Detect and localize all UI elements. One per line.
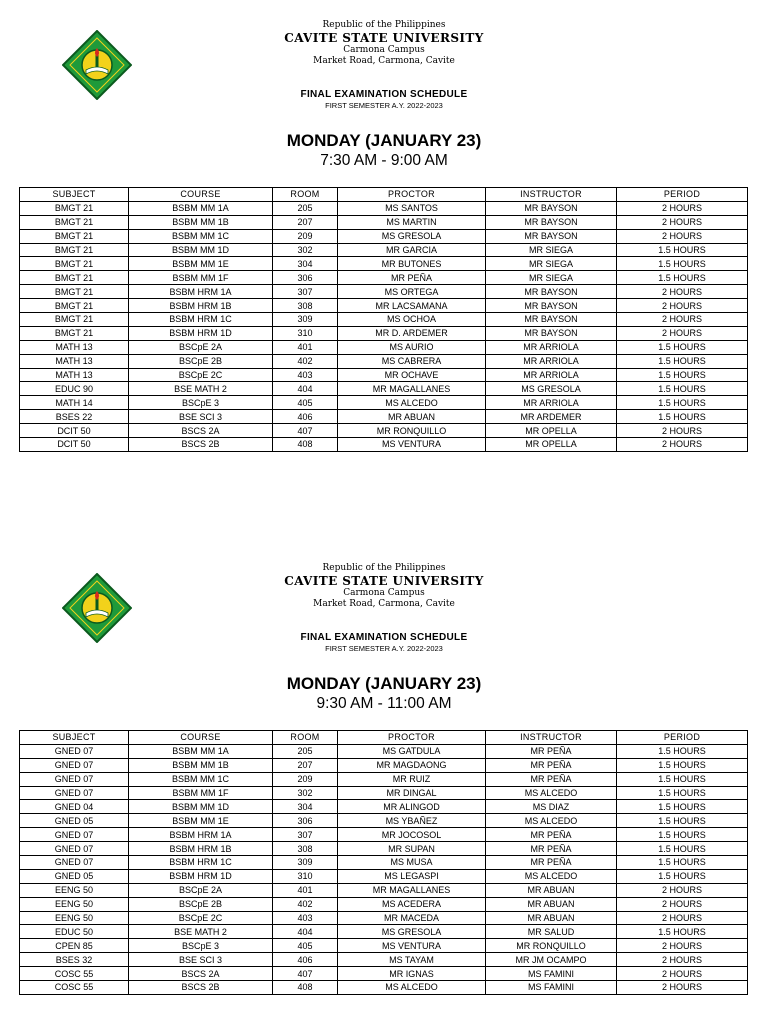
instructor-cell: MR ARDEMER	[486, 410, 617, 424]
republic-text: Republic of the Philippines	[322, 20, 446, 30]
proctor-cell: MS SANTOS	[338, 201, 486, 215]
proctor-cell: MS MUSA	[338, 856, 486, 870]
proctor-cell: MS CABRERA	[338, 354, 486, 368]
proctor-cell: MS AURIO	[338, 340, 486, 354]
instructor-cell: MR RONQUILLO	[486, 939, 617, 953]
instructor-cell: MR BAYSON	[486, 229, 617, 243]
column-header-subject: SUBJECT	[20, 188, 129, 202]
table-header-row	[20, 731, 748, 745]
period-cell: 2 HOURS	[617, 285, 748, 299]
proctor-cell: MR LACSAMANA	[338, 299, 486, 313]
room-cell: 401	[273, 883, 338, 897]
room-cell: 407	[273, 967, 338, 981]
subject-cell: EENG 50	[20, 897, 129, 911]
instructor-cell: MR BAYSON	[486, 201, 617, 215]
table-row	[20, 229, 748, 243]
table-row	[20, 201, 748, 215]
period-cell: 2 HOURS	[617, 911, 748, 925]
room-cell: 306	[273, 271, 338, 285]
course-cell: BSCpE 2C	[129, 368, 273, 382]
subject-cell: DCIT 50	[20, 424, 129, 438]
room-cell: 304	[273, 257, 338, 271]
course-cell: BSE SCI 3	[129, 953, 273, 967]
proctor-cell: MR MAGALLANES	[338, 382, 486, 396]
proctor-cell: MR ABUAN	[338, 410, 486, 424]
table-row	[20, 828, 748, 842]
proctor-cell: MS OCHOA	[338, 313, 486, 327]
schedule-heading	[0, 633, 768, 653]
subject-cell: BMGT 21	[20, 326, 129, 340]
subject-cell: MATH 13	[20, 354, 129, 368]
subject-cell: BMGT 21	[20, 257, 129, 271]
table-row	[20, 967, 748, 981]
schedule-title: FINAL EXAMINATION SCHEDULE	[300, 89, 468, 100]
instructor-cell: MR ARRIOLA	[486, 354, 617, 368]
proctor-cell: MS MARTIN	[338, 215, 486, 229]
campus-address: Market Road, Carmona, Cavite	[313, 599, 455, 609]
period-cell: 1.5 HOURS	[617, 243, 748, 257]
table-row	[20, 340, 748, 354]
subject-cell: BMGT 21	[20, 201, 129, 215]
column-header-subject: SUBJECT	[20, 731, 129, 745]
proctor-cell: MR GARCIA	[338, 243, 486, 257]
room-cell: 405	[273, 939, 338, 953]
room-cell: 308	[273, 299, 338, 313]
period-cell: 2 HOURS	[617, 424, 748, 438]
course-cell: BSBM HRM 1D	[129, 869, 273, 883]
letterhead	[0, 21, 768, 66]
room-cell: 307	[273, 828, 338, 842]
course-cell: BSBM MM 1D	[129, 800, 273, 814]
column-header-period: PERIOD	[617, 731, 748, 745]
instructor-cell: MR PEÑA	[486, 772, 617, 786]
proctor-cell: MR MACEDA	[338, 911, 486, 925]
table-row	[20, 842, 748, 856]
subject-cell: BMGT 21	[20, 215, 129, 229]
room-cell: 309	[273, 313, 338, 327]
table-row	[20, 299, 748, 313]
instructor-cell: MS ALCEDO	[486, 814, 617, 828]
table-row	[20, 368, 748, 382]
table-row	[20, 257, 748, 271]
room-cell: 405	[273, 396, 338, 410]
room-cell: 402	[273, 354, 338, 368]
table-row	[20, 883, 748, 897]
course-cell: BSBM MM 1D	[129, 243, 273, 257]
table-row	[20, 285, 748, 299]
subject-cell: GNED 07	[20, 758, 129, 772]
instructor-cell: MR SIEGA	[486, 271, 617, 285]
subject-cell: DCIT 50	[20, 438, 129, 452]
instructor-cell: MR PEÑA	[486, 758, 617, 772]
subject-cell: GNED 07	[20, 772, 129, 786]
period-cell: 1.5 HOURS	[617, 786, 748, 800]
instructor-cell: MS DIAZ	[486, 800, 617, 814]
period-cell: 1.5 HOURS	[617, 856, 748, 870]
table-header-row	[20, 188, 748, 202]
subject-cell: EENG 50	[20, 911, 129, 925]
instructor-cell: MS ALCEDO	[486, 786, 617, 800]
instructor-cell: MR SIEGA	[486, 243, 617, 257]
proctor-cell: MR BUTONES	[338, 257, 486, 271]
period-cell: 1.5 HOURS	[617, 340, 748, 354]
table-row	[20, 786, 748, 800]
course-cell: BSCpE 2B	[129, 897, 273, 911]
schedule-title: FINAL EXAMINATION SCHEDULE	[300, 632, 468, 643]
instructor-cell: MR PEÑA	[486, 856, 617, 870]
column-header-instructor: INSTRUCTOR	[486, 731, 617, 745]
table-row	[20, 925, 748, 939]
subject-cell: GNED 04	[20, 800, 129, 814]
table-row	[20, 326, 748, 340]
proctor-cell: MR PEÑA	[338, 271, 486, 285]
instructor-cell: MS GRESOLA	[486, 382, 617, 396]
table-row	[20, 271, 748, 285]
room-cell: 207	[273, 758, 338, 772]
period-cell: 2 HOURS	[617, 967, 748, 981]
instructor-cell: MS FAMINI	[486, 967, 617, 981]
proctor-cell: MR DINGAL	[338, 786, 486, 800]
subject-cell: GNED 07	[20, 786, 129, 800]
subject-cell: GNED 07	[20, 856, 129, 870]
period-cell: 2 HOURS	[617, 299, 748, 313]
room-cell: 209	[273, 772, 338, 786]
period-cell: 1.5 HOURS	[617, 925, 748, 939]
subject-cell: MATH 13	[20, 340, 129, 354]
room-cell: 403	[273, 368, 338, 382]
proctor-cell: MS GRESOLA	[338, 925, 486, 939]
proctor-cell: MS VENTURA	[338, 939, 486, 953]
proctor-cell: MS ACEDERA	[338, 897, 486, 911]
column-header-course: COURSE	[129, 731, 273, 745]
university-name: CAVITE STATE UNIVERSITY	[284, 31, 484, 45]
room-cell: 309	[273, 856, 338, 870]
period-cell: 1.5 HOURS	[617, 842, 748, 856]
course-cell: BSCS 2A	[129, 424, 273, 438]
subject-cell: BSES 22	[20, 410, 129, 424]
proctor-cell: MS VENTURA	[338, 438, 486, 452]
proctor-cell: MS TAYAM	[338, 953, 486, 967]
table-row	[20, 869, 748, 883]
subject-cell: GNED 07	[20, 842, 129, 856]
instructor-cell: MR ABUAN	[486, 883, 617, 897]
instructor-cell: MS ALCEDO	[486, 869, 617, 883]
exam-day: MONDAY (JANUARY 23)	[286, 674, 482, 693]
letterhead	[0, 564, 768, 609]
subject-cell: EDUC 50	[20, 925, 129, 939]
subject-cell: BMGT 21	[20, 285, 129, 299]
proctor-cell: MS GRESOLA	[338, 229, 486, 243]
course-cell: BSBM HRM 1C	[129, 313, 273, 327]
subject-cell: GNED 05	[20, 869, 129, 883]
instructor-cell: MR ARRIOLA	[486, 368, 617, 382]
proctor-cell: MS YBAÑEZ	[338, 814, 486, 828]
table-row	[20, 313, 748, 327]
proctor-cell: MS LEGASPI	[338, 869, 486, 883]
semester-text: FIRST SEMESTER A.Y. 2022-2023	[325, 101, 443, 110]
course-cell: BSE SCI 3	[129, 410, 273, 424]
column-header-course: COURSE	[129, 188, 273, 202]
proctor-cell: MR OCHAVE	[338, 368, 486, 382]
period-cell: 2 HOURS	[617, 313, 748, 327]
exam-time: 7:30 AM - 9:00 AM	[320, 152, 448, 169]
table-row	[20, 897, 748, 911]
period-cell: 2 HOURS	[617, 438, 748, 452]
period-cell: 2 HOURS	[617, 229, 748, 243]
table-row	[20, 911, 748, 925]
table-row	[20, 981, 748, 995]
proctor-cell: MR MAGDAONG	[338, 758, 486, 772]
instructor-cell: MR PEÑA	[486, 744, 617, 758]
room-cell: 403	[273, 911, 338, 925]
course-cell: BSBM MM 1E	[129, 814, 273, 828]
schedule-table	[19, 187, 748, 452]
period-cell: 1.5 HOURS	[617, 758, 748, 772]
course-cell: BSCS 2A	[129, 967, 273, 981]
room-cell: 404	[273, 382, 338, 396]
subject-cell: COSC 55	[20, 981, 129, 995]
period-cell: 1.5 HOURS	[617, 271, 748, 285]
subject-cell: EENG 50	[20, 883, 129, 897]
subject-cell: CPEN 85	[20, 939, 129, 953]
column-header-instructor: INSTRUCTOR	[486, 188, 617, 202]
column-header-proctor: PROCTOR	[338, 188, 486, 202]
period-cell: 2 HOURS	[617, 981, 748, 995]
university-name: CAVITE STATE UNIVERSITY	[284, 574, 484, 588]
exam-day: MONDAY (JANUARY 23)	[286, 131, 482, 150]
table-row	[20, 744, 748, 758]
period-cell: 2 HOURS	[617, 326, 748, 340]
course-cell: BSBM HRM 1D	[129, 326, 273, 340]
semester-text: FIRST SEMESTER A.Y. 2022-2023	[325, 644, 443, 653]
instructor-cell: MR BAYSON	[486, 285, 617, 299]
republic-text: Republic of the Philippines	[322, 563, 446, 573]
course-cell: BSBM MM 1B	[129, 758, 273, 772]
period-cell: 1.5 HOURS	[617, 869, 748, 883]
schedule-table	[19, 730, 748, 995]
subject-cell: BMGT 21	[20, 299, 129, 313]
campus-address: Market Road, Carmona, Cavite	[313, 56, 455, 66]
room-cell: 302	[273, 243, 338, 257]
course-cell: BSBM HRM 1C	[129, 856, 273, 870]
subject-cell: MATH 14	[20, 396, 129, 410]
course-cell: BSBM MM 1B	[129, 215, 273, 229]
subject-cell: COSC 55	[20, 967, 129, 981]
period-cell: 2 HOURS	[617, 939, 748, 953]
period-cell: 1.5 HOURS	[617, 368, 748, 382]
column-header-proctor: PROCTOR	[338, 731, 486, 745]
subject-cell: GNED 05	[20, 814, 129, 828]
room-cell: 209	[273, 229, 338, 243]
proctor-cell: MR SUPAN	[338, 842, 486, 856]
table-row	[20, 382, 748, 396]
period-cell: 1.5 HOURS	[617, 396, 748, 410]
course-cell: BSBM MM 1A	[129, 201, 273, 215]
table-row	[20, 772, 748, 786]
room-cell: 407	[273, 424, 338, 438]
table-row	[20, 438, 748, 452]
instructor-cell: MR JM OCAMPO	[486, 953, 617, 967]
course-cell: BSCpE 3	[129, 396, 273, 410]
room-cell: 207	[273, 215, 338, 229]
instructor-cell: MR PEÑA	[486, 842, 617, 856]
room-cell: 401	[273, 340, 338, 354]
proctor-cell: MS ALCEDO	[338, 981, 486, 995]
schedule-heading	[0, 90, 768, 110]
room-cell: 205	[273, 744, 338, 758]
table-row	[20, 953, 748, 967]
instructor-cell: MR PEÑA	[486, 828, 617, 842]
table-row	[20, 215, 748, 229]
course-cell: BSE MATH 2	[129, 382, 273, 396]
instructor-cell: MR SALUD	[486, 925, 617, 939]
period-cell: 1.5 HOURS	[617, 800, 748, 814]
period-cell: 1.5 HOURS	[617, 354, 748, 368]
instructor-cell: MR BAYSON	[486, 299, 617, 313]
proctor-cell: MR ALINGOD	[338, 800, 486, 814]
course-cell: BSBM MM 1F	[129, 271, 273, 285]
course-cell: BSBM MM 1C	[129, 772, 273, 786]
proctor-cell: MS ALCEDO	[338, 396, 486, 410]
proctor-cell: MR D. ARDEMER	[338, 326, 486, 340]
course-cell: BSE MATH 2	[129, 925, 273, 939]
period-cell: 1.5 HOURS	[617, 744, 748, 758]
room-cell: 408	[273, 981, 338, 995]
subject-cell: EDUC 90	[20, 382, 129, 396]
campus-name: Carmona Campus	[343, 45, 425, 55]
course-cell: BSCS 2B	[129, 438, 273, 452]
period-cell: 1.5 HOURS	[617, 410, 748, 424]
proctor-cell: MR RONQUILLO	[338, 424, 486, 438]
room-cell: 304	[273, 800, 338, 814]
course-cell: BSCpE 2A	[129, 340, 273, 354]
instructor-cell: MR SIEGA	[486, 257, 617, 271]
course-cell: BSBM MM 1C	[129, 229, 273, 243]
subject-cell: BMGT 21	[20, 313, 129, 327]
period-cell: 1.5 HOURS	[617, 828, 748, 842]
exam-slot-heading	[0, 132, 768, 169]
table-row	[20, 354, 748, 368]
instructor-cell: MR BAYSON	[486, 313, 617, 327]
table-row	[20, 396, 748, 410]
room-cell: 408	[273, 438, 338, 452]
instructor-cell: MR ARRIOLA	[486, 396, 617, 410]
room-cell: 310	[273, 869, 338, 883]
proctor-cell: MS GATDULA	[338, 744, 486, 758]
subject-cell: BSES 32	[20, 953, 129, 967]
subject-cell: MATH 13	[20, 368, 129, 382]
subject-cell: GNED 07	[20, 828, 129, 842]
table-row	[20, 814, 748, 828]
room-cell: 205	[273, 201, 338, 215]
period-cell: 1.5 HOURS	[617, 772, 748, 786]
room-cell: 307	[273, 285, 338, 299]
period-cell: 2 HOURS	[617, 215, 748, 229]
proctor-cell: MS ORTEGA	[338, 285, 486, 299]
course-cell: BSBM HRM 1A	[129, 285, 273, 299]
subject-cell: BMGT 21	[20, 271, 129, 285]
period-cell: 2 HOURS	[617, 201, 748, 215]
proctor-cell: MR IGNAS	[338, 967, 486, 981]
course-cell: BSBM HRM 1B	[129, 842, 273, 856]
room-cell: 406	[273, 410, 338, 424]
room-cell: 406	[273, 953, 338, 967]
period-cell: 2 HOURS	[617, 883, 748, 897]
column-header-room: ROOM	[273, 731, 338, 745]
subject-cell: BMGT 21	[20, 229, 129, 243]
period-cell: 2 HOURS	[617, 953, 748, 967]
instructor-cell: MR OPELLA	[486, 424, 617, 438]
instructor-cell: MR ABUAN	[486, 897, 617, 911]
period-cell: 1.5 HOURS	[617, 382, 748, 396]
instructor-cell: MR ABUAN	[486, 911, 617, 925]
room-cell: 302	[273, 786, 338, 800]
table-row	[20, 758, 748, 772]
subject-cell: BMGT 21	[20, 243, 129, 257]
column-header-room: ROOM	[273, 188, 338, 202]
room-cell: 404	[273, 925, 338, 939]
course-cell: BSCS 2B	[129, 981, 273, 995]
course-cell: BSCpE 2B	[129, 354, 273, 368]
course-cell: BSBM HRM 1A	[129, 828, 273, 842]
room-cell: 306	[273, 814, 338, 828]
instructor-cell: MR BAYSON	[486, 215, 617, 229]
course-cell: BSBM MM 1F	[129, 786, 273, 800]
room-cell: 308	[273, 842, 338, 856]
instructor-cell: MR ARRIOLA	[486, 340, 617, 354]
course-cell: BSCpE 2A	[129, 883, 273, 897]
course-cell: BSBM MM 1E	[129, 257, 273, 271]
subject-cell: GNED 07	[20, 744, 129, 758]
room-cell: 402	[273, 897, 338, 911]
exam-time: 9:30 AM - 11:00 AM	[316, 695, 452, 712]
instructor-cell: MR BAYSON	[486, 326, 617, 340]
table-row	[20, 800, 748, 814]
instructor-cell: MR OPELLA	[486, 438, 617, 452]
proctor-cell: MR MAGALLANES	[338, 883, 486, 897]
campus-name: Carmona Campus	[343, 588, 425, 598]
exam-slot-heading	[0, 675, 768, 712]
table-row	[20, 856, 748, 870]
table-row	[20, 243, 748, 257]
period-cell: 2 HOURS	[617, 897, 748, 911]
proctor-cell: MR RUIZ	[338, 772, 486, 786]
instructor-cell: MS FAMINI	[486, 981, 617, 995]
room-cell: 310	[273, 326, 338, 340]
table-row	[20, 424, 748, 438]
course-cell: BSCpE 3	[129, 939, 273, 953]
proctor-cell: MR JOCOSOL	[338, 828, 486, 842]
period-cell: 1.5 HOURS	[617, 257, 748, 271]
period-cell: 1.5 HOURS	[617, 814, 748, 828]
course-cell: BSCpE 2C	[129, 911, 273, 925]
table-row	[20, 939, 748, 953]
column-header-period: PERIOD	[617, 188, 748, 202]
course-cell: BSBM HRM 1B	[129, 299, 273, 313]
table-row	[20, 410, 748, 424]
course-cell: BSBM MM 1A	[129, 744, 273, 758]
